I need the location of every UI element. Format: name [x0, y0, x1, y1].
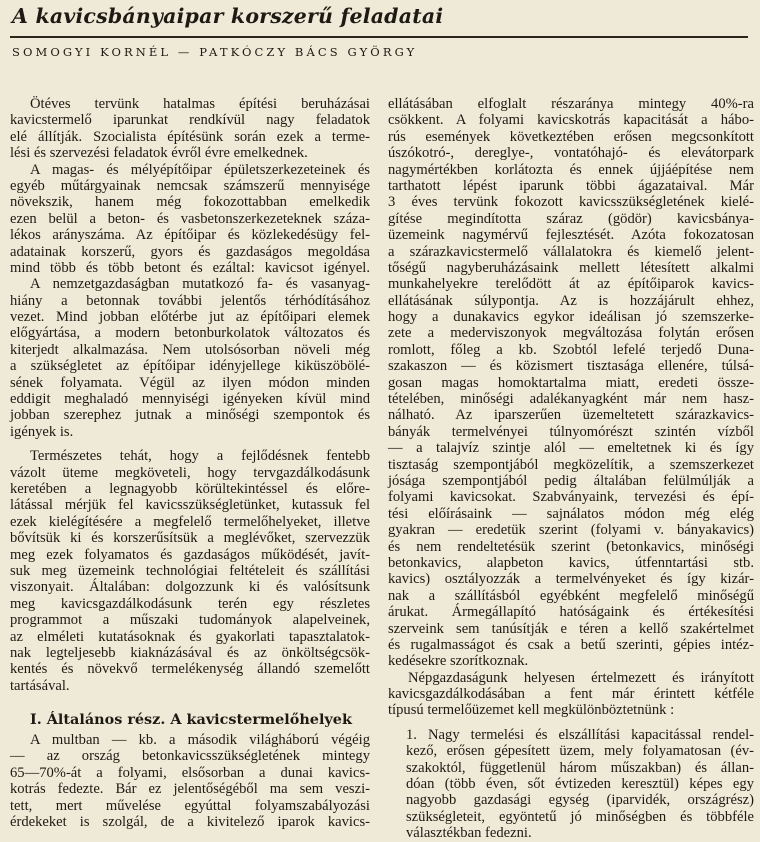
text-line: vázolt üteme megköveteli, hogy tervgazdálkodásunk	[10, 464, 370, 481]
text-line: ezen belül a beton- és vasbetonszerkezeteknek száza-	[10, 210, 370, 227]
text-line: jósága szempontjából pedig általában felülmúlják a	[388, 472, 754, 489]
text-line: hiány a betonnak további jelentős térhódításához	[10, 292, 370, 309]
text-line: nak a szállításból egyébként megfelelő minőségű	[388, 587, 754, 604]
text-line: tési előírásaink — sajnálatos módon még elég	[388, 505, 754, 522]
text-line: érdekeket is szolgál, de a kivitelező iparok kavics-	[10, 814, 370, 831]
text-line: és rugalmasságot és csak a betű szerinti, gépies intéz-	[388, 636, 754, 653]
text-line: munkahelyekre terelődött át az építőiparok kavics-	[388, 276, 754, 293]
text-line: rús események következtében erősen megcsonkított	[388, 128, 754, 145]
text-line: üzemeink nagymérvű fejlesztését. Azóta fokozatosan	[388, 227, 754, 244]
left-text-column	[10, 96, 370, 830]
text-line: ellátásának súlypontja. Az is hozzájárult ehhez,	[388, 292, 754, 309]
text-line: viszonyait. Általában: dolgozzunk ki és valósítsunk	[10, 579, 370, 596]
text-line: bővítsük ki és korszerűsítsük a meglévőket, szervezzük	[10, 530, 370, 547]
text-line: nagymértékben korlátozta és ennek újjáépítése nem	[388, 161, 754, 178]
text-line: tett, mert művelése egyúttal folyamszabályozási	[10, 797, 370, 814]
text-line: gítése megindította száraz (gödör) kavicsbánya-	[388, 210, 754, 227]
text-line: 3 éves tervünk fokozott kavicsszükségletének kielé-	[388, 194, 754, 211]
text-line: programmot a műszaki tudományok alapelveinek,	[10, 612, 370, 629]
text-line: árukat. Ármegállapító hatóságaink és értékesítési	[388, 604, 754, 621]
section-heading: I. Általános rész. A kavicstermelőhelyek	[30, 711, 352, 729]
text-line: kotrás fedezte. Bár ez jelentőségéből ma sem veszi-	[10, 781, 370, 798]
text-line: kavics) osztályozzák a termelvényeket és így kizár-	[388, 571, 754, 588]
text-line: és nem rendeltetésük szerint (betonkavics, minőségi	[388, 538, 754, 555]
text-line: zete a mederviszonyok megváltozása folytán erősen	[388, 325, 754, 342]
text-line: bányák termelvényei túlnyomórészt szintén vízből	[388, 423, 754, 440]
text-line: ellátásában elfoglalt részaránya mintegy 40%-ra	[388, 96, 754, 112]
text-line: igények is.	[10, 423, 74, 440]
text-line: a szárazkavicstermelő vállalatokra és kiemelő jelent-	[388, 243, 754, 260]
text-line: kavicsgazdálkodásában a fent már érintett kétféle	[388, 686, 754, 703]
text-line: sének folyamata. Végül az ilyen módon minden	[10, 374, 370, 391]
text-line: kavicstermelő iparunkat rendkívül nagy feladatok	[10, 112, 370, 129]
text-line: Ötéves tervünk hatalmas építési beruházásai	[30, 96, 370, 112]
text-line: úszókotró-, dereglye-, vontatóhajó- és elevátorpark	[388, 145, 754, 162]
text-line: szerveink sem tanúsítják e téren a kellő szakértelmet	[388, 620, 754, 637]
section-gap	[10, 694, 370, 712]
text-line: betonkavics, alapbeton kavics, útfenntartási stb.	[388, 554, 754, 571]
text-line: nálható. Az iparszerűen üzemeltetett szárazkavics-	[388, 407, 754, 424]
text-line: tarthatott lépést iparunk többi ágazataival. Már	[388, 177, 754, 194]
text-line: tételében, minőségi adalékanyagként már nem hasz-	[388, 391, 754, 408]
text-line: szakoktól, függetlenül három műszakban) és állan-	[406, 759, 754, 776]
text-line: folyami kavicsokat. Szabványaink, tervezési és épí-	[388, 489, 754, 506]
paragraph-gap	[10, 440, 370, 448]
text-line: egyéb műtárgyainak nemcsak számszerű mennyisége	[10, 177, 370, 194]
text-line: hogy a dunakavics egykor ideálisan jó szemszerke-	[388, 309, 754, 326]
article-authors: SOMOGYI KORNÉL — PATKÓCZY BÁCS GYÖRGY	[12, 45, 418, 59]
text-line: dóan (több éven, sőt évtizeden keresztül) képes egy	[406, 776, 754, 793]
text-line: Természetes tehát, hogy a fejlődésnek fentebb	[30, 448, 370, 465]
right-text-column	[388, 96, 754, 842]
text-line: gyakran — eredetük szerint (folyami v. bányakavics)	[388, 522, 754, 539]
text-line: választékban fedezni.	[406, 825, 532, 842]
text-line: nak legteljesebb kiaknázásával és az önköltségcsök-	[10, 644, 370, 661]
text-line: látással mérjük fel kavicsszükségletünket, kutassuk fel	[10, 497, 370, 514]
text-line: lési és szervezési feladatok évről évre emelkednek.	[10, 145, 308, 162]
text-line: kentés és növekvő termelékenység állandó szemelőtt	[10, 661, 370, 678]
text-line: meg kavicsgazdálkodásunk terén egy részletes	[10, 595, 370, 612]
text-line: kiterjedt alkalmazása. Nem utolsósorban növeli még	[10, 341, 370, 358]
text-line: meg ezek folyamatos és gazdaságos működését, javít-	[10, 546, 370, 563]
text-line: romlott, főleg a kb. Szobtól lefelé terjedő Duna-	[388, 341, 754, 358]
text-line: keretében a legnagyobb körültekintéssel és előre-	[10, 480, 370, 497]
text-line: A multban — kb. a második világháború végéig	[30, 732, 370, 749]
text-line: vezet. Mind jobban előtérbe jut az építőipari elemek	[10, 309, 370, 326]
text-line: suk meg üzemeink technológiai feltételeit és szállítási	[10, 562, 370, 579]
text-line: A nemzetgazdaságban mutatkozó fa- és vasanyag-	[30, 276, 370, 293]
text-line: növekszik, hanem még fokozottabban emelkedik	[10, 194, 370, 211]
text-line: előgyártása, a modern betonburkolatok változatos és	[10, 325, 370, 342]
text-line: szakaszon — és közismert tisztasága ellenére, túlsá-	[388, 358, 754, 375]
text-line: típusú termelőüzemet kell megkülönböztetnünk :	[388, 702, 675, 719]
text-line: gosan magas homoktartalma miatt, eredeti össze-	[388, 374, 754, 391]
text-line: csökkent. A folyami kavicskotrás kapacitását a hábo-	[388, 112, 754, 129]
text-line: jobban szerephez jutnak a minőségi szempontok és	[10, 407, 370, 424]
text-line: — a talajvíz szintje alól — emeltetnek ki és így	[388, 440, 754, 457]
text-line: Népgazdaságunk helyesen értelmezett és irányított	[408, 669, 754, 686]
text-line: tartásával.	[10, 677, 70, 694]
text-line: elé állítják. Szocialista építésünk során ezek a terme-	[10, 128, 370, 145]
text-line: tisztaság szempontjából megközelítik, a szemszerkezet	[388, 456, 754, 473]
text-line: tőségű nagyberuházásaink mellett létesített alkalmi	[388, 259, 754, 276]
text-line: kedésekre szorítkoznak.	[388, 653, 529, 670]
article-title: A kavicsbányaipar korszerű feladatai	[12, 4, 444, 28]
text-line: — az ország betonkavicsszükségletének mintegy	[10, 748, 370, 765]
text-line: adatainak korszerű, gyors és gazdaságos megoldása	[10, 243, 370, 260]
text-line: nagyobb gazdasági egység (iparvidék, országrész)	[406, 792, 754, 809]
paragraph-gap	[388, 719, 754, 727]
text-line: 65—70%-át a folyami, elsősorban a dunai kavics-	[10, 764, 370, 781]
text-line: ezek kielégítésére a megfelelő termelőhelyeket, illetve	[10, 513, 370, 530]
title-rule	[10, 36, 748, 38]
text-line: lékos arányszáma. Az építőipar és közlekedésügy fel-	[10, 227, 370, 244]
text-line: az elméleti kutatásoknak és gyakorlati tapasztalatok-	[10, 628, 370, 645]
text-line: eddigit meghaladó mennyiségi igényeken kívül mind	[10, 391, 370, 408]
text-line: mind több és több betont és ezáltal: kavicsot igényel.	[10, 259, 370, 276]
text-line: szükségleteit, egyöntetű jó minőségben és többféle	[406, 808, 754, 825]
text-line: A magas- és mélyépítőipar épületszerkezeteinek és	[30, 161, 370, 178]
text-line: kező, erősen gépesített üzem, mely folyamatosan (év-	[406, 743, 754, 760]
text-line: 1. Nagy termelési és elszállítási kapacitással rendel-	[406, 726, 754, 743]
text-line: a szükségletet az építőipar idényjellege kiküszöbölé-	[10, 358, 370, 375]
